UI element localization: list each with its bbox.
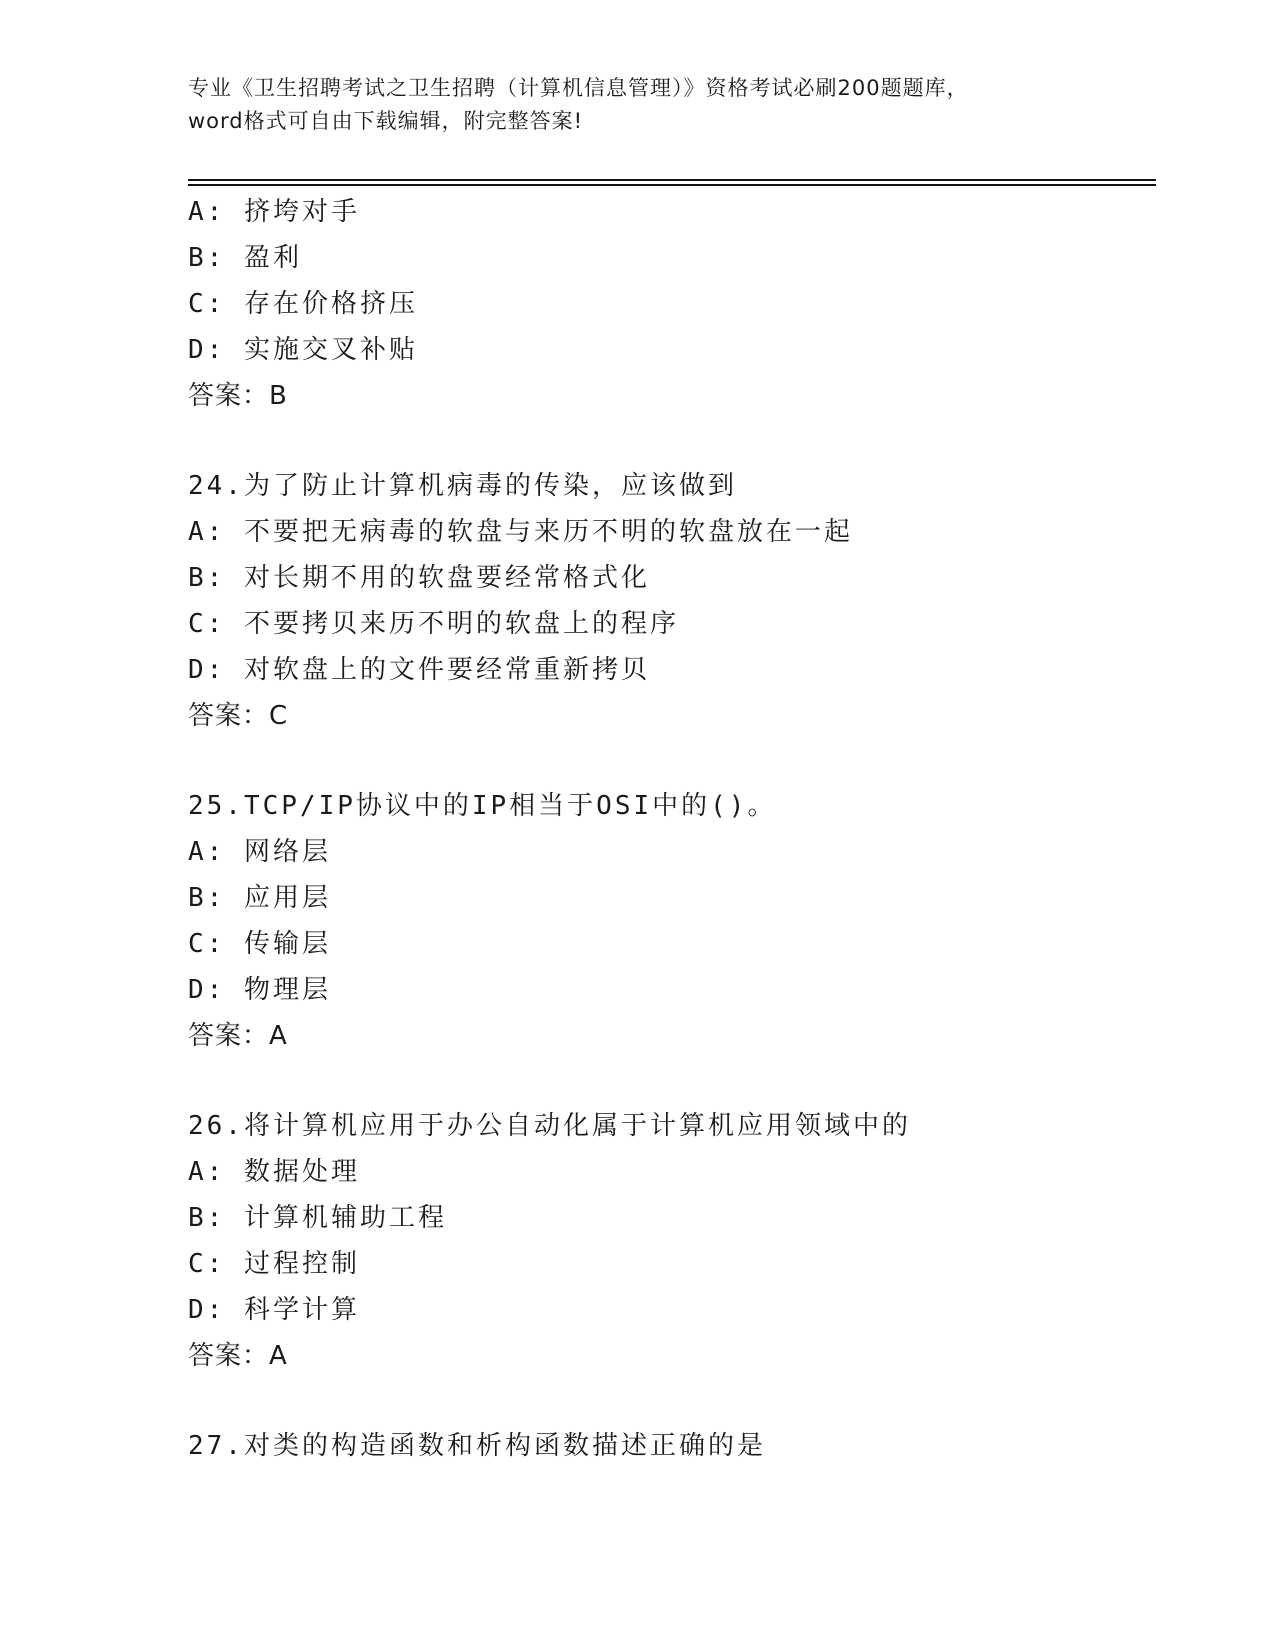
option-c: C: 传输层 [188, 929, 331, 959]
answer-line: 答案：A [188, 1341, 288, 1371]
question-spacer [188, 1059, 1156, 1103]
option-c: C: 存在价格挤压 [188, 289, 418, 319]
header-divider-top [188, 179, 1156, 181]
option-c: C: 不要拷贝来历不明的软盘上的程序 [188, 609, 679, 639]
option-a: A: 网络层 [188, 837, 331, 867]
option-d: D: 科学计算 [188, 1295, 360, 1325]
option-a: A: 挤垮对手 [188, 197, 360, 227]
answer-line: 答案：A [188, 1021, 288, 1051]
option-a: A: 不要把无病毒的软盘与来历不明的软盘放在一起 [188, 517, 853, 547]
option-d: D: 对软盘上的文件要经常重新拷贝 [188, 655, 650, 685]
option-b: B: 计算机辅助工程 [188, 1203, 447, 1233]
question-text: 26.将计算机应用于办公自动化属于计算机应用领域中的 [188, 1111, 911, 1141]
option-c: C: 过程控制 [188, 1249, 360, 1279]
option-b: B: 盈利 [188, 243, 302, 273]
question-block-24 [188, 463, 1156, 739]
header-line-1: 专业《卫生招聘考试之卫生招聘（计算机信息管理）》资格考试必刷200题题库， [188, 76, 969, 100]
answer-line: 答案：C [188, 701, 289, 731]
option-d: D: 物理层 [188, 975, 331, 1005]
document-header [188, 72, 1088, 138]
question-block-23 [188, 189, 1156, 419]
question-text: 27.对类的构造函数和析构函数描述正确的是 [188, 1431, 766, 1461]
question-spacer [188, 419, 1156, 463]
question-list [188, 189, 1156, 1469]
question-text: 25.TCP/IP协议中的IP相当于OSI中的()。 [188, 791, 777, 821]
header-line-2: word格式可自由下载编辑，附完整答案! [188, 109, 584, 133]
answer-line: 答案：B [188, 381, 288, 411]
question-block-27 [188, 1423, 1156, 1469]
option-d: D: 实施交叉补贴 [188, 335, 418, 365]
option-b: B: 对长期不用的软盘要经常格式化 [188, 563, 650, 593]
question-block-25 [188, 783, 1156, 1059]
option-a: A: 数据处理 [188, 1157, 360, 1187]
question-block-26 [188, 1103, 1156, 1379]
header-divider-bottom [188, 184, 1156, 186]
option-b: B: 应用层 [188, 883, 331, 913]
question-text: 24.为了防止计算机病毒的传染，应该做到 [188, 471, 737, 501]
question-spacer [188, 1379, 1156, 1423]
question-spacer [188, 739, 1156, 783]
